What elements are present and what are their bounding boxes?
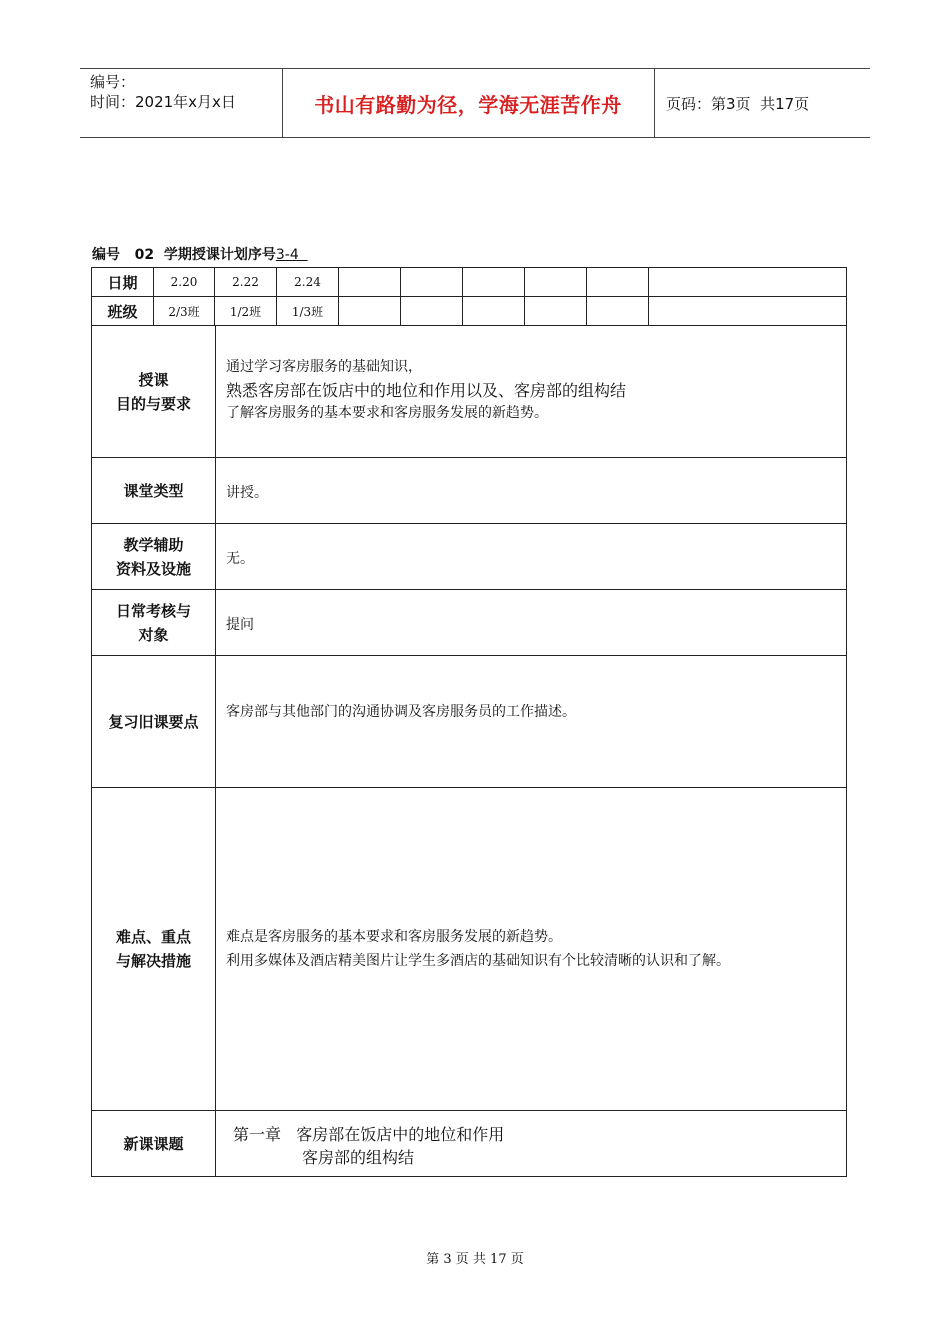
review-label-text: 复习旧课要点: [108, 712, 199, 731]
class-type-row: [92, 458, 846, 524]
assessment-label-line1: 日常考核与: [115, 601, 191, 620]
difficulties-label: [92, 788, 216, 1110]
difficulties-label-line2: 与解决措施: [115, 952, 191, 970]
new-topic-label: [92, 1111, 216, 1176]
assessment-label-line2: 对象: [138, 625, 169, 644]
class-cell: 1/3班: [277, 297, 339, 325]
date-cell: 2.22: [215, 268, 277, 296]
teaching-aids-text: 无。: [226, 551, 254, 567]
lesson-plan-table: [91, 267, 847, 1177]
class-type-content: [216, 458, 846, 523]
objectives-line3: 了解客房服务的基本要求和客房服务发展的新趋势。: [226, 405, 548, 421]
difficulties-row: [92, 788, 846, 1111]
page-footer: 第 3 页 共 17 页: [426, 1252, 524, 1267]
date-cell: 2.24: [277, 268, 339, 296]
teaching-aids-content: [216, 524, 846, 589]
caption-prefix: 编号 02 学期授课计划序号: [92, 247, 276, 263]
difficulties-label-line1: 难点、重点: [115, 928, 191, 946]
new-topic-line2: 客房部的组构结: [302, 1148, 415, 1167]
new-topic-line1: 第一章 客房部在饭店中的地位和作用: [233, 1125, 505, 1144]
teaching-aids-label-line1: 教学辅助: [123, 535, 184, 554]
objectives-label-line1: 授课: [138, 370, 169, 389]
teaching-aids-label: [92, 524, 216, 589]
date-cell: [525, 268, 587, 296]
date-cell: [463, 268, 525, 296]
review-text: 客房部与其他部门的沟通协调及客房服务员的工作描述。: [226, 704, 576, 720]
objectives-label: [92, 326, 216, 457]
date-row: [92, 268, 846, 297]
class-label: 班级: [92, 297, 154, 325]
new-topic-row: [92, 1111, 846, 1176]
date-cell: [339, 268, 401, 296]
review-label: [92, 656, 216, 787]
class-cell: [339, 297, 401, 325]
assessment-text: 提问: [226, 617, 254, 633]
new-topic-content: [216, 1111, 846, 1176]
class-cell: [401, 297, 463, 325]
caption-seq: 3-4: [275, 247, 308, 263]
teaching-aids-label-line2: 资料及设施: [115, 559, 191, 578]
header-number-label: 编号：: [90, 73, 136, 91]
review-content: [216, 656, 846, 787]
date-cell: [401, 268, 463, 296]
date-cell: [649, 268, 846, 296]
objectives-label-line2: 目的与要求: [115, 394, 191, 413]
class-cell: [587, 297, 649, 325]
class-cell: [463, 297, 525, 325]
date-cell: 2.20: [154, 268, 215, 296]
objectives-content: [216, 326, 846, 457]
header-divider-right: [654, 69, 655, 137]
header-page-info: [666, 69, 809, 137]
header-date-label: 时间：2021年x月x日: [90, 93, 236, 111]
difficulties-content: [216, 788, 846, 1110]
page-header: [80, 68, 870, 138]
class-row: [92, 297, 846, 326]
header-motto: 书山有路勤为径，学海无涯苦作舟: [314, 92, 622, 117]
objectives-line2: 熟悉客房部在饭店中的地位和作用以及、客房部的组构结: [226, 381, 627, 400]
difficulties-line2: 利用多媒体及酒店精美图片让学生多酒店的基础知识有个比较清晰的认识和了解。: [226, 953, 730, 969]
objectives-line1: 通过学习客房服务的基础知识，: [226, 359, 422, 375]
class-cell: [525, 297, 587, 325]
assessment-row: [92, 590, 846, 656]
class-type-label: [92, 458, 216, 523]
class-type-text: 讲授。: [226, 485, 268, 501]
date-label: 日期: [92, 268, 154, 296]
difficulties-line1: 难点是客房服务的基本要求和客房服务发展的新趋势。: [226, 929, 562, 945]
assessment-content: [216, 590, 846, 655]
assessment-label: [92, 590, 216, 655]
class-cell: [649, 297, 846, 325]
new-topic-label-text: 新课课题: [123, 1134, 184, 1153]
date-cell: [587, 268, 649, 296]
plan-caption: [92, 244, 308, 264]
class-type-label-text: 课堂类型: [123, 481, 184, 500]
review-row: [92, 656, 846, 788]
objectives-row: [92, 326, 846, 458]
teaching-aids-row: [92, 524, 846, 590]
class-cell: 1/2班: [215, 297, 277, 325]
header-meta: [90, 72, 236, 112]
header-page-text: 页码：第3页 共17页: [666, 94, 810, 113]
class-cell: 2/3班: [154, 297, 215, 325]
